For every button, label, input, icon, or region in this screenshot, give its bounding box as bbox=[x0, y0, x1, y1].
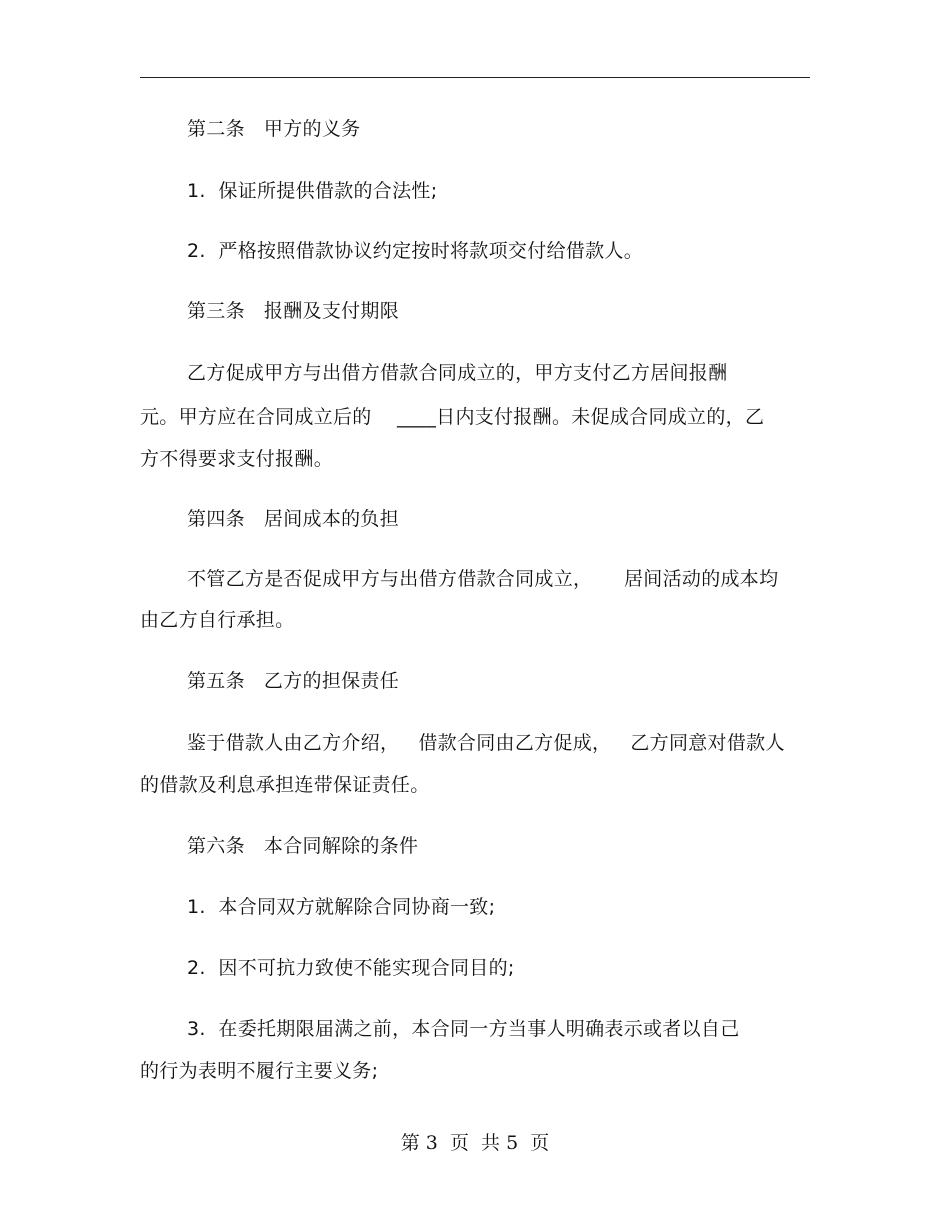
article-6-heading: 第六条 本合同解除的条件 bbox=[187, 835, 419, 857]
header-rule bbox=[140, 77, 810, 78]
article-4-heading: 第四条 居间成本的负担 bbox=[187, 508, 400, 530]
article-5-paragraph-line-2: 的借款及利息承担连带保证责任。 bbox=[140, 774, 430, 796]
article-4-paragraph-line-2: 由乙方自行承担。 bbox=[140, 609, 295, 631]
article-6-item-3-line-2: 的行为表明不履行主要义务; bbox=[140, 1060, 379, 1082]
article-2-heading: 第二条 甲方的义务 bbox=[187, 118, 361, 140]
article-6-item-2: 2. 因不可抗力致使不能实现合同目的; bbox=[187, 957, 515, 979]
page-number-footer: 第 3 页 共 5 页 bbox=[400, 1132, 550, 1154]
article-5-paragraph-line-1: 鉴于借款人由乙方介绍， 借款合同由乙方促成， 乙方同意对借款人 bbox=[187, 732, 785, 754]
article-4-paragraph-line-1: 不管乙方是否促成甲方与出借方借款合同成立， 居间活动的成本均 bbox=[187, 568, 779, 590]
article-2-item-1: 1. 保证所提供借款的合法性; bbox=[187, 180, 438, 202]
article-2-item-2: 2. 严格按照借款协议约定按时将款项交付给借款人。 bbox=[187, 240, 644, 262]
article-6-item-1: 1. 本合同双方就解除合同协商一致; bbox=[187, 896, 496, 918]
article-3-heading: 第三条 报酬及支付期限 bbox=[187, 300, 400, 322]
article-3-paragraph-line-3: 方不得要求支付报酬。 bbox=[140, 448, 334, 470]
article-6-item-3-line-1: 3. 在委托期限届满之前，本合同一方当事人明确表示或者以自己 bbox=[187, 1018, 740, 1040]
article-3-paragraph-line-2: 元。甲方应在合同成立后的 ____日内支付报酬。未促成合同成立的，乙 bbox=[140, 406, 765, 428]
article-5-heading: 第五条 乙方的担保责任 bbox=[187, 670, 400, 692]
article-3-paragraph-line-1: 乙方促成甲方与出借方借款合同成立的，甲方支付乙方居间报酬 bbox=[187, 362, 728, 384]
